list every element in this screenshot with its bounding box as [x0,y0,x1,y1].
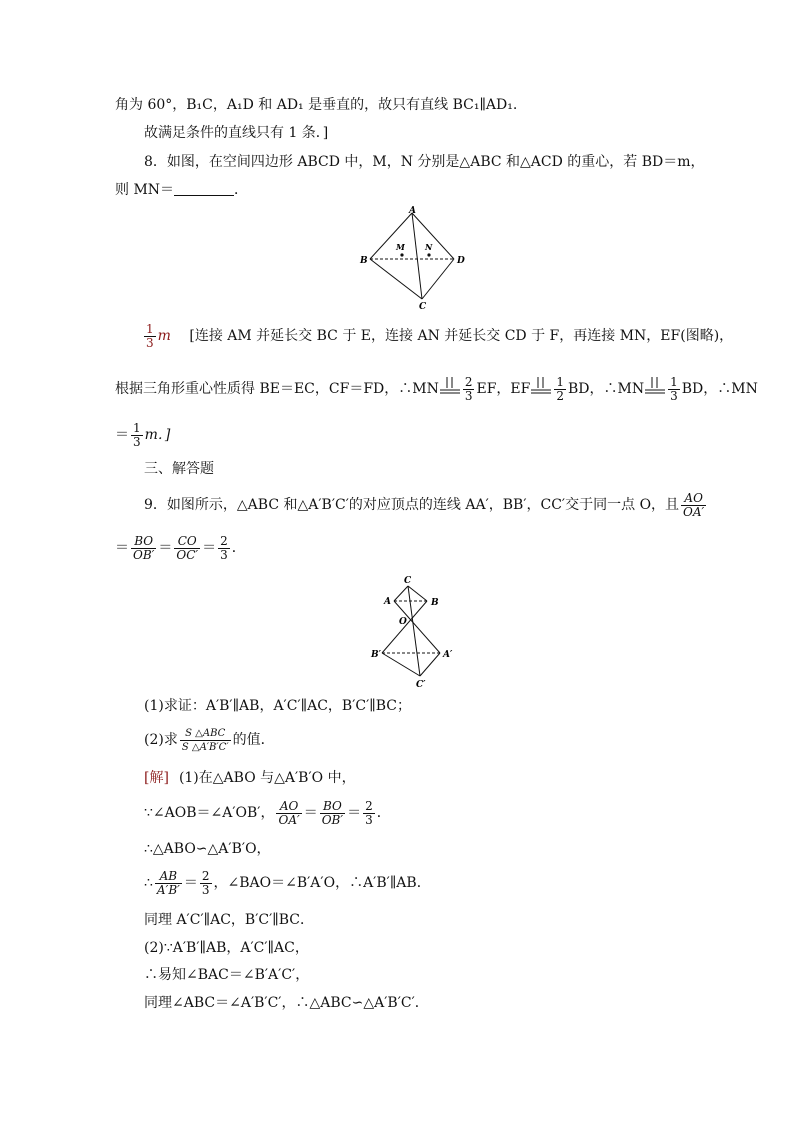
parallel-equal-symbol [439,374,461,404]
text-line: 角为 60°，B₁C，A₁D 和 AD₁ 是垂直的，故只有直线 BC₁∥AD₁. [115,97,518,113]
solution-9-line: 同理∠ABC＝∠A′B′C′，∴△ABC∽△A′B′C′． [144,995,429,1011]
solution-8-line: 根据三角形重心性质得 BE＝EC，CF＝FD，∴MN $\frac{2}{3}$ EF，EF $\frac{1}{2}$ BD，∴MN $\frac{1}{3}$ BD，∴MN [115,374,758,403]
answer-8: $\frac{1}{3}$ m [连接 AM 并延长交 BC 于 E，连接 AN 并延长交 CD 于 F，再连接 MN，EF(图略)， [146,321,734,350]
label-a: A [384,597,391,607]
label-n: N [425,242,433,252]
question-9-ratio: ＝ $\frac{BO}{OB'}$ ＝ $\frac{CO}{OC'}$ ＝ $\frac{2}{3}$ ． [115,533,246,562]
label-b-prime: B′ [371,650,381,660]
text-line: 故满足条件的直线只有 1 条．] [144,125,329,141]
solution-9-line: (2)∵A′B′∥AB，A′C′∥AC， [144,940,309,956]
label-c-prime: C′ [416,680,426,690]
label-c: C [419,302,427,311]
parallel-equal-symbol [644,374,666,404]
label-b: B [431,598,439,608]
solution-9-line: ∵∠AOB＝∠A′OB′， $\frac{AO}{OA'}$ ＝ $\frac{BO}{OB'}$ ＝ $\frac{2}{3}$ ． [144,798,391,827]
section-heading: 三、解答题 [144,461,214,477]
solution-8-end: ＝ $\frac{1}{3}$ m．] [115,420,171,449]
solution-9-line: [解] (1)在△ABO 与△A′B′O 中， [144,770,356,786]
question-9-text: 9．如图所示，△ABC 和△A′B′C′的对应顶点的连线 AA′，BB′，CC′交于同一点 O，且 $\frac{AO}{OA'}$ [144,490,705,519]
question-9-part2: (2)求 $\frac{\text{S △ABC}}{S \triangle A'B'C'}$ 的值． [144,727,275,753]
solution-9-line: 同理 A′C′∥AC，B′C′∥BC． [144,912,315,928]
two-triangles-figure [368,573,464,691]
label-m: M [396,242,405,252]
tetrahedron-figure [355,203,475,311]
label-d: D [457,256,465,266]
answer-fraction: $\frac{1}{3}$ [146,321,154,350]
question-8-blank-line: 则 MN＝ ． [115,182,249,198]
label-c: C [404,576,412,586]
label-b: B [360,256,368,266]
label-o: O [399,617,407,627]
solution-9-line: ∴易知∠BAC＝∠B′A′C′， [144,967,310,983]
label-a: A [409,206,416,216]
question-8-text: 8．如图，在空间四边形 ABCD 中，M，N 分别是△ABC 和△ACD 的重心，若 BD＝m， [144,154,705,170]
question-9-part1: (1)求证：A′B′∥AB，A′C′∥AC，B′C′∥BC； [144,698,412,714]
solution-9-line: ∴ $\frac{AB}{A'B'}$ ＝ $\frac{2}{3}$ ，∠BAO＝∠B′A′O，∴A′B′∥AB． [144,868,431,897]
label-a-prime: A′ [443,650,453,660]
solution-9-line: ∴△ABO∽△A′B′O， [144,841,271,857]
answer-blank [174,183,234,196]
parallel-equal-symbol [530,374,552,404]
